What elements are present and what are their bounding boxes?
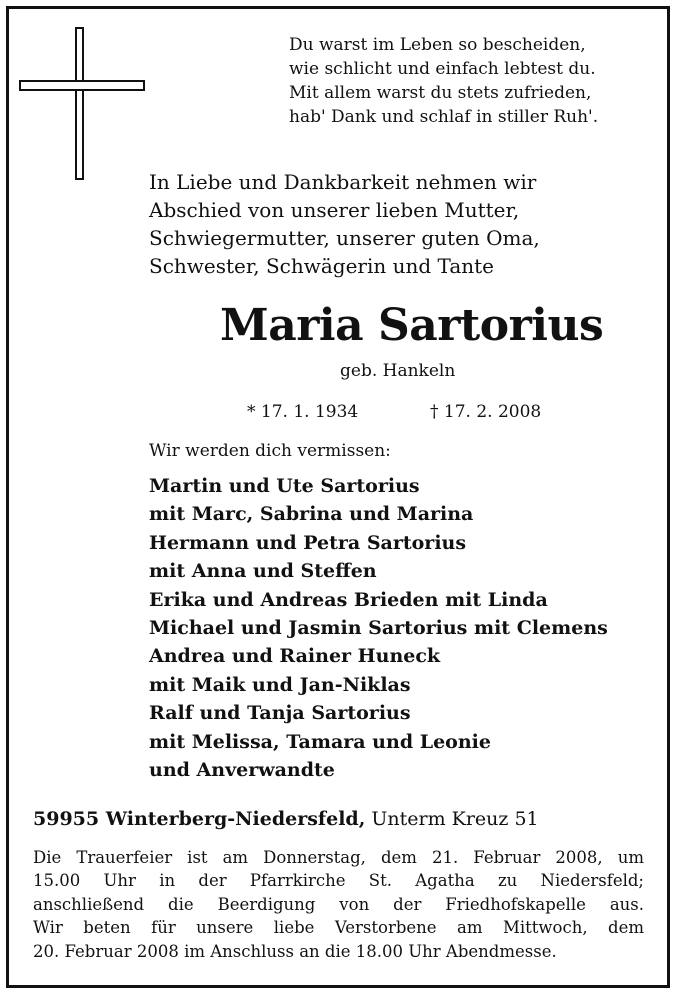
address-city: 59955 Winterberg-Niedersfeld, (33, 808, 366, 830)
funeral-line: anschließend die Beerdigung von der Friedhofskapelle aus. (33, 894, 644, 914)
funeral-line: 20. Februar 2008 im Anschluss an die 18.00 Uhr Abendmesse. (33, 941, 557, 961)
death-date: † 17. 2. 2008 (430, 402, 542, 422)
maiden-name: geb. Hankeln (340, 361, 456, 381)
deceased-name: Maria Sartorius (220, 300, 604, 351)
mourner-line: mit Anna und Steffen (149, 560, 377, 583)
funeral-line: Wir beten für unsere liebe Verstorbene am Mittwoch, dem (33, 918, 644, 938)
mourner-line: Erika und Andreas Brieden mit Linda (149, 588, 548, 611)
mourner-line: Martin und Ute Sartorius (149, 475, 420, 497)
funeral-line: 15.00 Uhr in der Pfarrkirche St. Agatha zu Niedersfeld; (33, 871, 644, 891)
poem-line: wie schlicht und einfach lebtest du. (289, 59, 596, 79)
poem-line: Du warst im Leben so bescheiden, (289, 35, 586, 55)
intro-text (149, 168, 540, 280)
mourner-line: mit Marc, Sabrina und Marina (149, 503, 474, 526)
intro-line: In Liebe und Dankbarkeit nehmen wir (149, 170, 537, 194)
mourner-line: mit Maik und Jan-Niklas (149, 673, 411, 696)
funeral-line: Die Trauerfeier ist am Donnerstag, dem 21. Februar 2008, um (33, 848, 644, 867)
address-street: Unterm Kreuz 51 (371, 808, 539, 830)
address (33, 806, 539, 832)
intro-line: Schwester, Schwägerin und Tante (149, 254, 494, 278)
mourner-line: und Anverwandte (149, 758, 335, 781)
poem-line: hab' Dank und schlaf in stiller Ruh'. (289, 107, 599, 127)
poem-line: Mit allem warst du stets zufrieden, (289, 83, 592, 103)
mourner-line: Ralf und Tanja Sartorius (149, 702, 411, 725)
miss-text: Wir werden dich vermissen: (149, 441, 391, 461)
birth-date: * 17. 1. 1934 (247, 402, 359, 422)
mourner-line: Michael und Jasmin Sartorius mit Clemens (149, 616, 608, 639)
poem (289, 33, 598, 129)
mourner-line: Hermann und Petra Sartorius (149, 531, 467, 554)
funeral-notice (33, 846, 644, 963)
mourners-list (149, 472, 608, 784)
intro-line: Schwiegermutter, unserer guten Oma, (149, 226, 540, 250)
intro-line: Abschied von unserer lieben Mutter, (149, 198, 520, 222)
mourner-line: Andrea und Rainer Huneck (149, 645, 441, 668)
mourner-line: mit Melissa, Tamara und Leonie (149, 730, 491, 753)
